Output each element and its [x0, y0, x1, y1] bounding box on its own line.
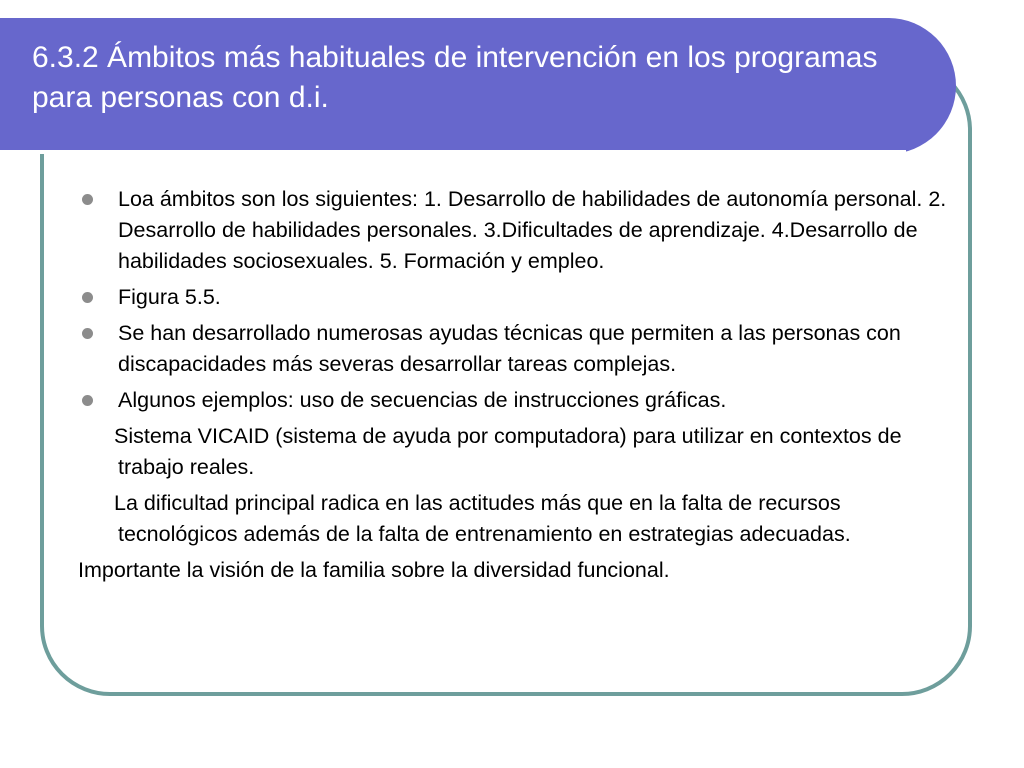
slide-body	[78, 184, 948, 586]
slide-title: 6.3.2 Ámbitos más habituales de intervención en los programas para personas con d.i.	[32, 41, 878, 114]
title-underline	[0, 150, 906, 154]
bullet-text: Se han desarrollado numerosas ayudas técnicas que permiten a las personas con discapacidades más severas desarrollar tareas complejas.	[118, 321, 901, 376]
paragraph-dificultad: La dificultad principal radica en las actitudes más que en la falta de recursos tecnológicos además de la falta de entrenamiento en estrategias adecuadas.	[114, 491, 851, 546]
bullet-item-ejemplos	[78, 385, 948, 416]
bullet-item-figura	[78, 282, 948, 313]
bullet-dot-icon	[82, 328, 93, 339]
bullet-dot-icon	[82, 292, 93, 303]
paragraph-vicaid: Sistema VICAID (sistema de ayuda por computadora) para utilizar en contextos de trabajo reales.	[114, 424, 902, 479]
bullet-dot-icon	[82, 194, 93, 205]
bullet-dot-icon	[82, 395, 93, 406]
bullet-text: Figura 5.5.	[118, 285, 221, 309]
bullet-item-ayudas	[78, 318, 948, 380]
bullet-list	[78, 184, 948, 416]
closing-line: Importante la visión de la familia sobre la diversidad funcional.	[78, 558, 670, 582]
bullet-text: Algunos ejemplos: uso de secuencias de instrucciones gráficas.	[118, 388, 727, 412]
bullet-text: Loa ámbitos son los siguientes: 1. Desarrollo de habilidades de autonomía personal. 2. Desarrollo de habilidades personales. 3.Dificultades de aprendizaje. 4.Desarrollo de habilidades sociosexuales. 5. Formación y empleo.	[118, 187, 947, 273]
bullet-item-ambitos	[78, 184, 948, 277]
